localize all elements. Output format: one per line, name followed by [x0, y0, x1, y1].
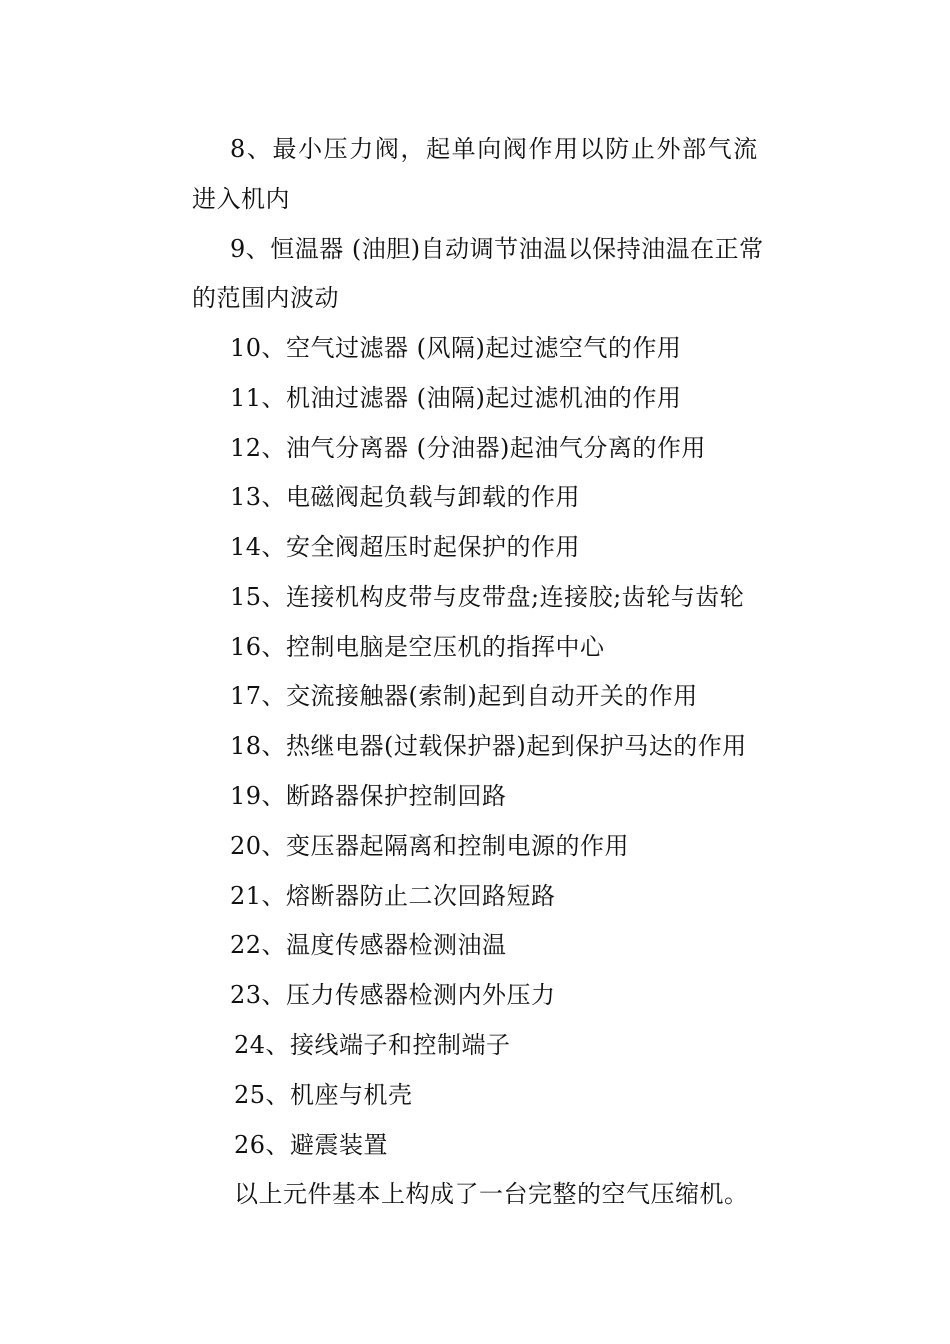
- paragraph-line: 16、控制电脑是空压机的指挥中心: [230, 633, 605, 661]
- paragraph-line: 24、接线端子和控制端子: [234, 1031, 511, 1059]
- paragraph-line: 17、交流接触器(索制)起到自动开关的作用: [230, 682, 698, 710]
- paragraph-line: 23、压力传感器检测内外压力: [230, 981, 556, 1009]
- paragraph-line: 21、熔断器防止二次回路短路: [230, 882, 556, 910]
- paragraph-line: 以上元件基本上构成了一台完整的空气压缩机。: [234, 1180, 749, 1208]
- paragraph-line: 9、恒温器 (油胆)自动调节油温以保持油温在正常: [230, 235, 764, 263]
- paragraph-line: 14、安全阀超压时起保护的作用: [230, 533, 581, 561]
- paragraph-line: 18、热继电器(过载保护器)起到保护马达的作用: [230, 732, 747, 760]
- paragraph-line: 10、空气过滤器 (风隔)起过滤空气的作用: [230, 334, 682, 362]
- paragraph-line: 12、油气分离器 (分油器)起油气分离的作用: [230, 434, 706, 462]
- paragraph-line: 26、避震装置: [234, 1131, 389, 1159]
- paragraph-line: 20、变压器起隔离和控制电源的作用: [230, 832, 630, 860]
- paragraph-line: 19、断路器保护控制回路: [230, 782, 507, 810]
- paragraph-line: 的范围内波动: [192, 284, 339, 312]
- paragraph-line: 8、最小压力阀，起单向阀作用以防止外部气流: [230, 135, 759, 163]
- paragraph-line: 15、连接机构皮带与皮带盘;连接胶;齿轮与齿轮: [230, 583, 745, 611]
- paragraph-line: 进入机内: [192, 185, 290, 213]
- paragraph-line: 22、温度传感器检测油温: [230, 931, 507, 959]
- paragraph-line: 25、机座与机壳: [234, 1081, 413, 1109]
- paragraph-line: 11、机油过滤器 (油隔)起过滤机油的作用: [230, 384, 682, 412]
- paragraph-line: 13、电磁阀起负载与卸载的作用: [230, 483, 581, 511]
